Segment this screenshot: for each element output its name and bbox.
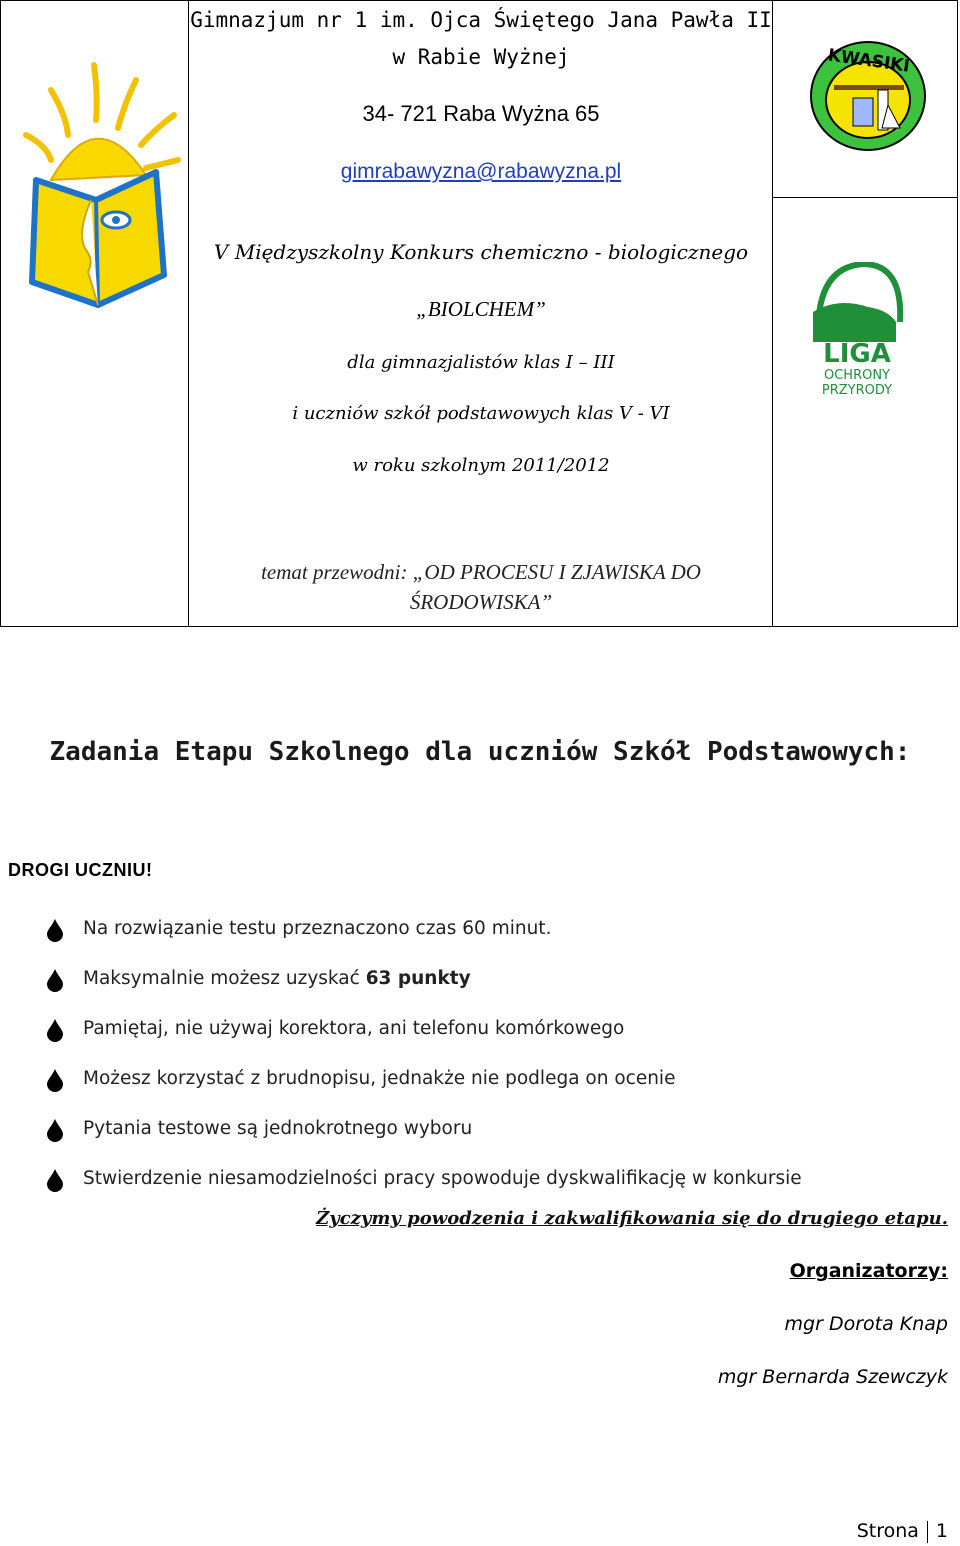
- contest-theme: [200, 557, 762, 617]
- liga-ochrony-przyrody-logo: [808, 262, 906, 398]
- organizer-name: mgr Dorota Knap: [784, 1313, 948, 1335]
- rule-text: Możesz korzystać z brudnopisu, jednakże nie podlega on ocenie: [83, 1068, 676, 1089]
- book-sun-logo: [6, 60, 184, 330]
- drop-bullet-icon: [46, 1068, 64, 1092]
- email-link[interactable]: gimrabawyzna@rabawyzna.pl: [340, 160, 622, 183]
- greeting: DROGI UCZNIU!: [8, 860, 153, 880]
- organizer-name: mgr Bernarda Szewczyk: [717, 1366, 948, 1388]
- school-name: Gimnazjum nr 1 im. Ojca Świętego Jana Pawła II: [190, 8, 772, 32]
- ochrony-text: OCHRONY: [823, 368, 891, 383]
- drop-bullet-icon: [46, 1118, 64, 1142]
- contest-title: V Międzyszkolny Konkurs chemiczno - biologicznego: [213, 240, 749, 264]
- contest-audience-gim: dla gimnazjalistów klas I – III: [347, 352, 615, 373]
- footer-separator: [927, 1521, 928, 1543]
- school-year: w roku szkolnym 2011/2012: [352, 455, 610, 476]
- contest-name: „BIOLCHEM”: [416, 297, 546, 321]
- rule-text: Maksymalnie możesz uzyskać 63 punkty: [83, 968, 471, 989]
- przyrody-text: PRZYRODY: [821, 383, 893, 398]
- drop-bullet-icon: [46, 968, 64, 992]
- page-number: 1: [935, 1520, 948, 1542]
- list-item: [46, 1065, 946, 1115]
- list-item: [46, 965, 946, 1015]
- rule-text: Pytania testowe są jednokrotnego wyboru: [83, 1118, 473, 1139]
- drop-bullet-icon: [46, 918, 64, 942]
- good-luck-message: Życzymy powodzenia i zakwalifikowania się do drugiego etapu.: [316, 1208, 948, 1229]
- list-item: [46, 1015, 946, 1065]
- school-location: w Rabie Wyżnej: [392, 45, 570, 69]
- kwasiki-text: KWASIKI: [826, 45, 911, 77]
- rule-text: Na rozwiązanie testu przeznaczono czas 60 minut.: [83, 918, 552, 939]
- theme-text: „OD PROCESU I ZJAWISKA DO ŚRODOWISKA”: [409, 560, 701, 614]
- drop-bullet-icon: [46, 1168, 64, 1192]
- rule-text: Stwierdzenie niesamodzielności pracy spowoduje dyskwalifikację w konkursie: [83, 1168, 802, 1189]
- row-divider: [772, 197, 958, 198]
- page-footer: [857, 1520, 948, 1543]
- list-item: [46, 915, 946, 965]
- page-title: Zadania Etapu Szkolnego dla uczniów Szkół Podstawowych:: [49, 737, 911, 767]
- theme-label: temat przewodni:: [261, 560, 408, 584]
- school-address: 34- 721 Raba Wyżna 65: [362, 101, 600, 126]
- drop-bullet-icon: [46, 1018, 64, 1042]
- rules-list: [46, 915, 946, 1215]
- page-label: Strona: [856, 1520, 919, 1542]
- contest-audience-primary: i uczniów szkół podstawowych klas V - VI: [292, 403, 670, 424]
- rule-text: Pamiętaj, nie używaj korektora, ani telefonu komórkowego: [83, 1018, 625, 1039]
- liga-text: LIGA: [823, 339, 891, 369]
- organizers-heading: Organizatorzy:: [789, 1260, 948, 1282]
- kwasiki-logo: [808, 40, 928, 152]
- column-divider: [772, 0, 773, 627]
- column-divider: [188, 0, 189, 627]
- list-item: [46, 1115, 946, 1165]
